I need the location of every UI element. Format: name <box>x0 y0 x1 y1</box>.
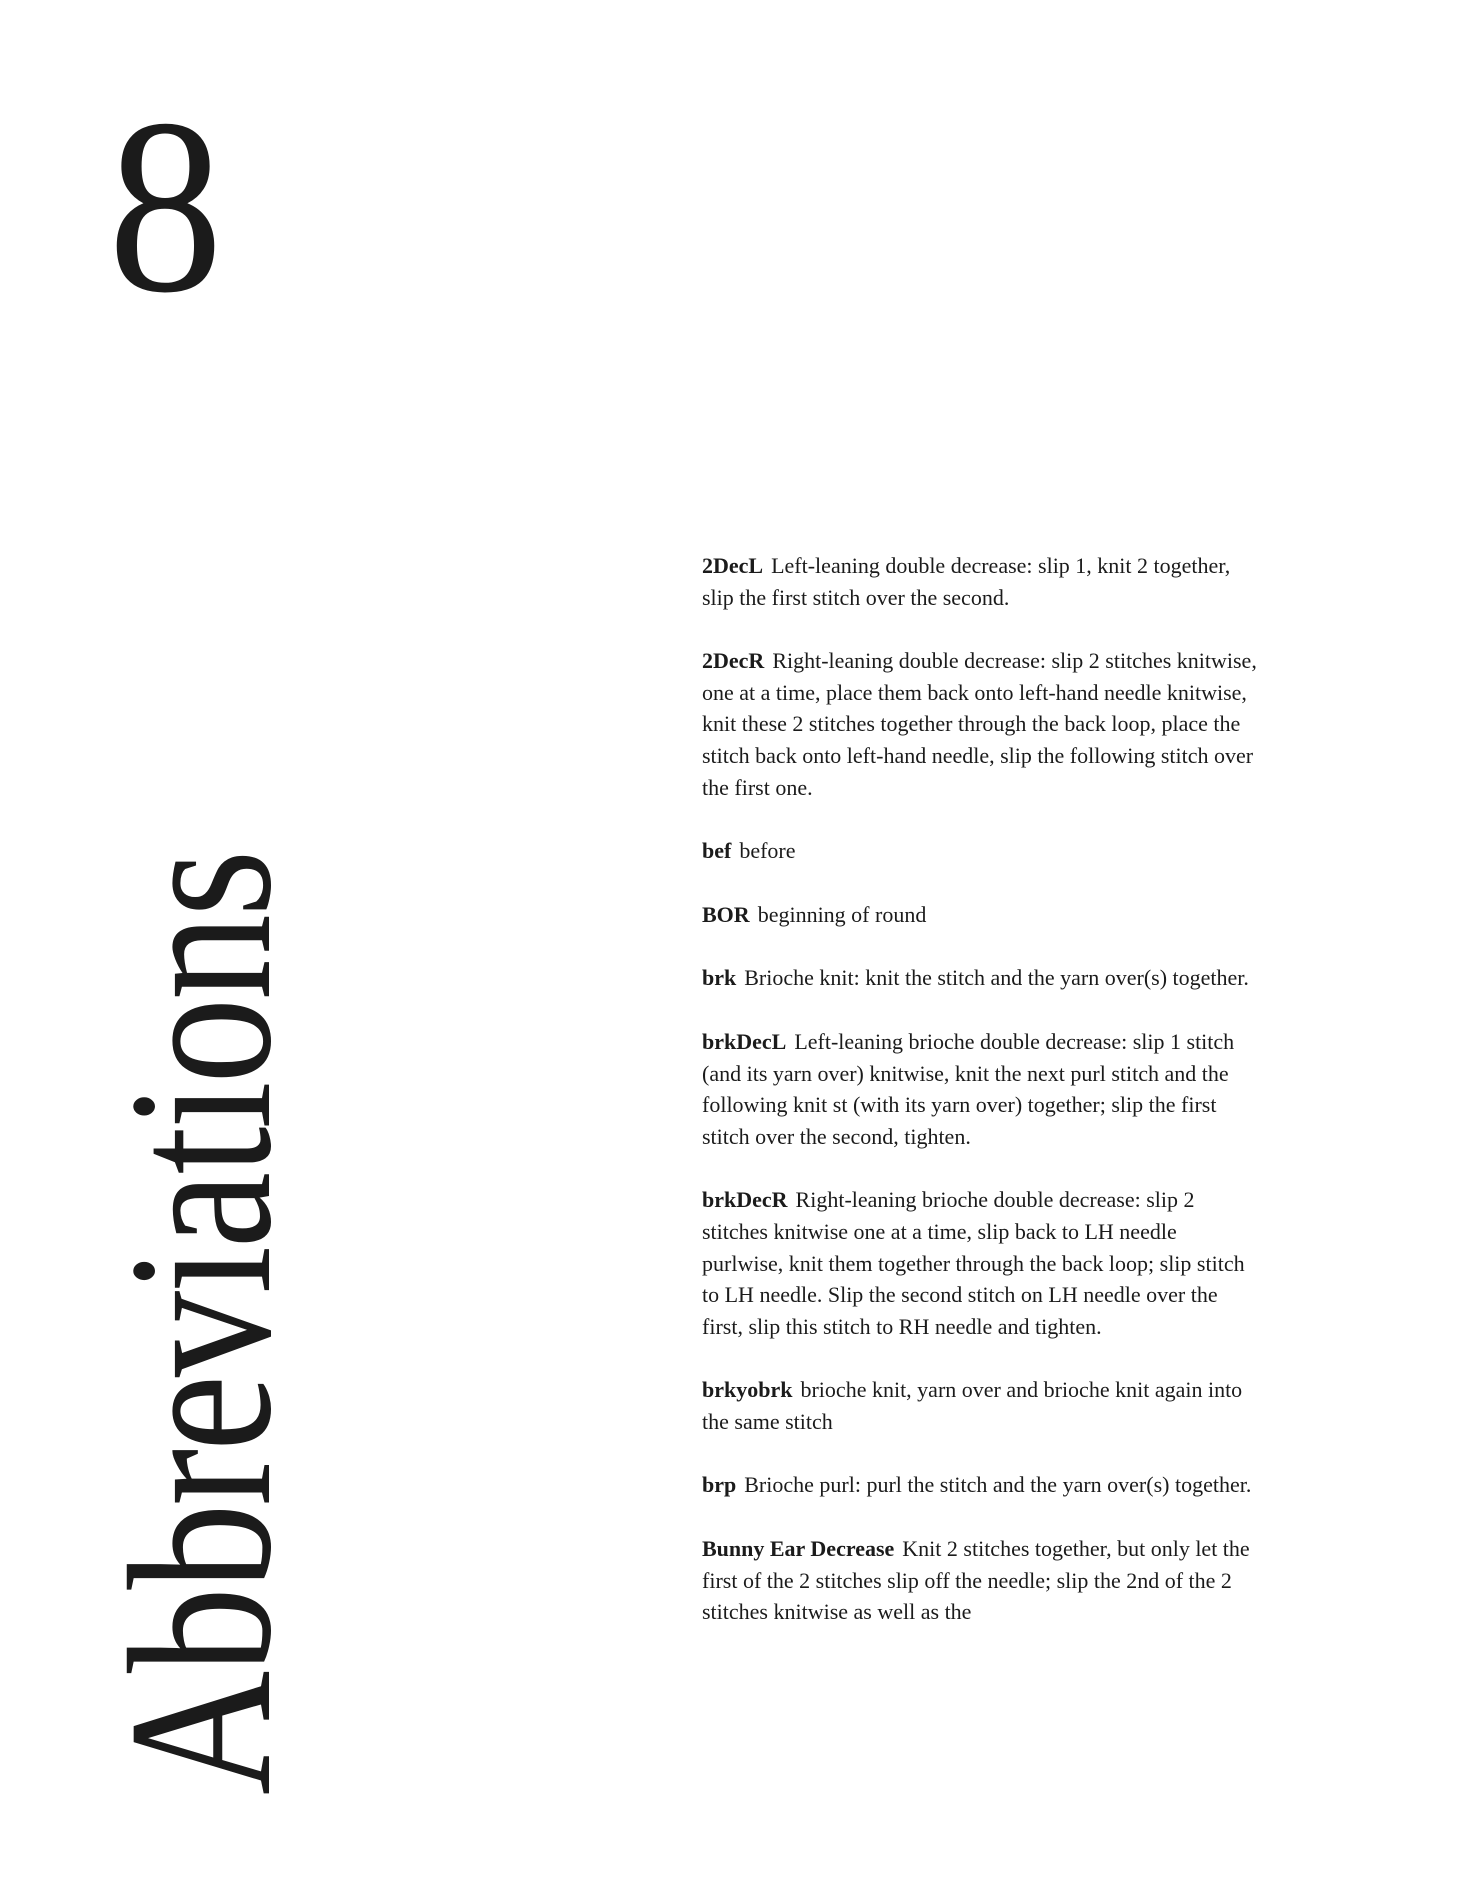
entry-term: BOR <box>702 901 750 927</box>
glossary-entry <box>702 1026 1262 1152</box>
entry-definition: Brioche knit: knit the stitch and the yarn over(s) together. <box>744 965 1249 991</box>
entry-term: brp <box>702 1472 737 1498</box>
glossary-entry <box>702 645 1262 803</box>
entry-definition: Right-leaning double decrease: slip 2 stitches knitwise, one at a time, place them back onto left-hand needle knitwise, knit these 2 stitches together through the back loop, place the stitch back onto left-hand needle, slip the following stitch over the first one. <box>702 648 1257 800</box>
entry-term: brkDecR <box>702 1187 788 1213</box>
glossary-entry <box>702 835 1262 867</box>
glossary-entry <box>702 899 1262 931</box>
entry-term: brk <box>702 965 737 991</box>
glossary-entry <box>702 1533 1262 1628</box>
entry-term: 2DecR <box>702 648 765 674</box>
glossary-entry <box>702 962 1262 994</box>
chapter-title: Abbreviations <box>87 852 314 1795</box>
glossary-entry <box>702 1469 1262 1501</box>
entry-term: brkyobrk <box>702 1377 793 1403</box>
entry-definition: Left-leaning brioche double decrease: slip 1 stitch (and its yarn over) knitwise, knit the next purl stitch and the following knit st (with its yarn over) together; slip the first stitch over the second, tighten. <box>702 1028 1235 1149</box>
entry-definition: Left-leaning double decrease: slip 1, knit 2 together, slip the first stitch over the second. <box>702 553 1231 610</box>
glossary-entry <box>702 550 1262 613</box>
abbreviations-list <box>702 550 1262 1660</box>
glossary-entry <box>702 1374 1262 1437</box>
entry-term: Bunny Ear Decrease <box>702 1536 895 1562</box>
entry-definition: Brioche purl: purl the stitch and the yarn over(s) together. <box>744 1472 1252 1498</box>
glossary-entry <box>702 1184 1262 1342</box>
entry-definition: Right-leaning brioche double decrease: slip 2 stitches knitwise one at a time, slip back to LH needle purlwise, knit them together through the back loop; slip stitch to LH needle. Slip the second stitch on LH needle over the first, slip this stitch to RH needle and tighten. <box>702 1187 1245 1339</box>
entry-definition: beginning of round <box>757 901 927 927</box>
chapter-number: 8 <box>108 68 223 345</box>
entry-term: brkDecL <box>702 1028 787 1054</box>
entry-definition: Knit 2 stitches together, but only let the first of the 2 stitches slip off the needle; slip the 2nd of the 2 stitches knitwise as well as the <box>702 1536 1250 1625</box>
entry-definition: brioche knit, yarn over and brioche knit again into the same stitch <box>702 1377 1243 1434</box>
entry-term: bef <box>702 838 732 864</box>
entry-definition: before <box>739 838 796 864</box>
chapter-title-container <box>87 645 314 1795</box>
entry-term: 2DecL <box>702 553 764 578</box>
